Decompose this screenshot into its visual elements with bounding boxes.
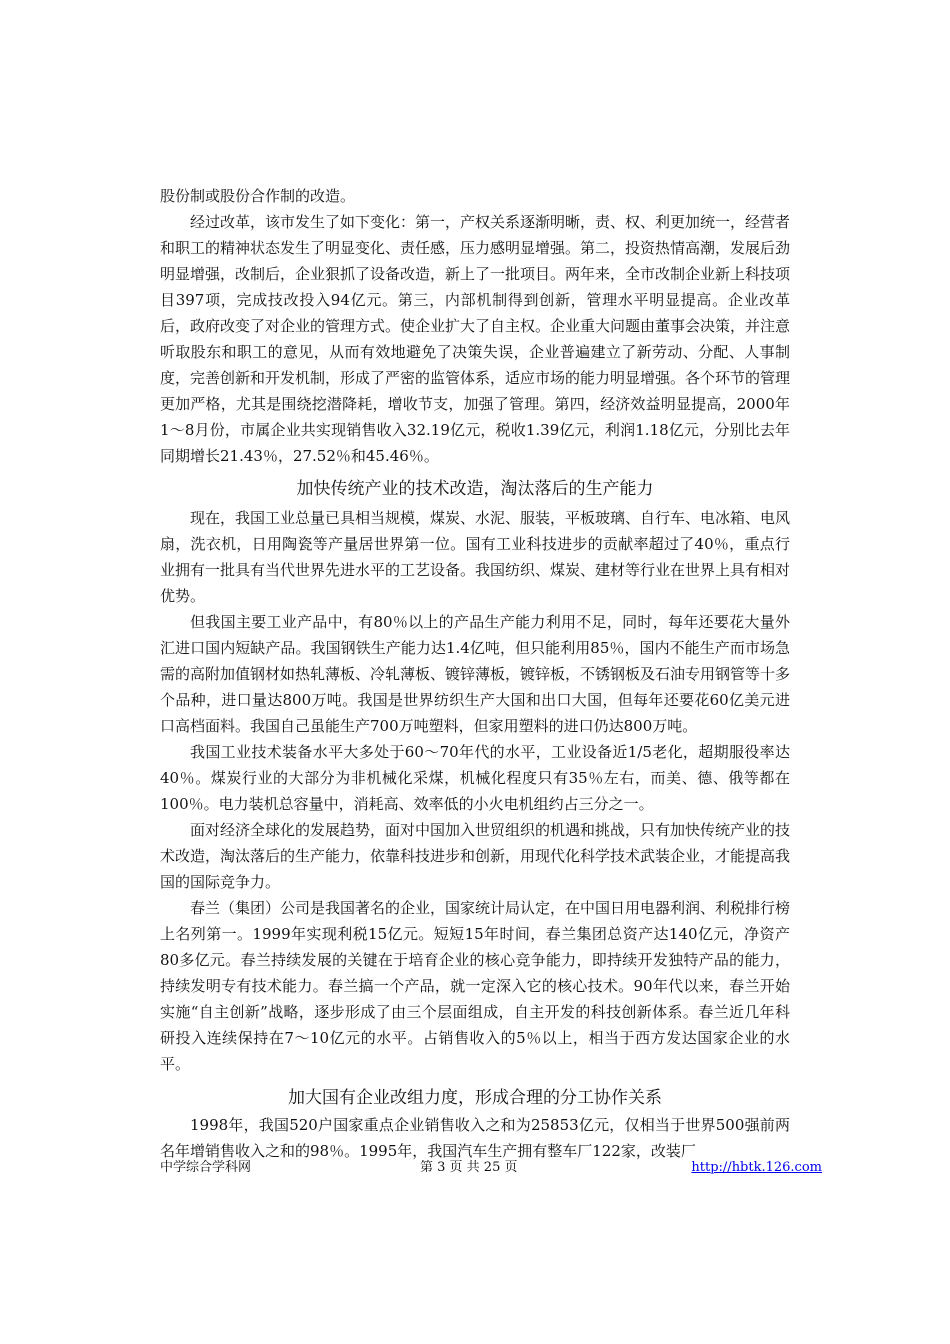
footer-link[interactable]: http://hbtk.126.com — [691, 1160, 822, 1175]
document-body — [160, 183, 790, 1164]
paragraph: 1998年，我国520户国家重点企业销售收入之和为25853亿元，仅相当于世界500强前两名年增销售收入之和的98％。1995年，我国汽车生产拥有整车厂122家，改装厂 — [160, 1116, 790, 1160]
paragraph: 面对经济全球化的发展趋势，面对中国加入世贸组织的机遇和挑战，只有加快传统产业的技术改造，淘汰落后的生产能力，依靠科技进步和创新，用现代化科学技术武装企业，才能提高我国的国际竞争力。 — [160, 821, 791, 891]
section-heading-soe-restructuring: 加大国有企业改组力度，形成合理的分工协作关系 — [288, 1088, 662, 1108]
paragraph: 我国工业技术装备水平大多处于60～70年代的水平，工业设备近1/5老化，超期服役率达40％。煤炭行业的大部分为非机械化采煤，机械化程度只有35％左右，而美、德、俄等都在100％。电力装机总容量中，消耗高、效率低的小火电机组约占三分之一。 — [160, 743, 790, 813]
paragraph-continuation: 股份制或股份合作制的改造。 — [160, 187, 356, 205]
page-footer — [160, 1158, 822, 1178]
paragraph-reform-changes: 经过改革，该市发生了如下变化：第一，产权关系逐渐明晰，责、权、利更加统一，经营者和职工的精神状态发生了明显变化、责任感，压力感明显增强。第二，投资热情高潮，发展后劲明显增强，改制后，企业狠抓了设备改造，新上了一批项目。两年来，全市改制企业新上科技项目397项，完成技改投入94亿元。第三，内部机制得到创新，管理水平明显提高。企业改革后，政府改变了对企业的管理方式。使企业扩大了自主权。企业重大问题由董事会决策，并注意听取股东和职工的意见，从而有效地避免了决策失误，企业普遍建立了新劳动、分配、人事制度，完善创新和开发机制，形成了严密的监管体系，适应市场的能力明显增强。各个环节的管理更加严格，尤其是围绕挖潜降耗，增收节支，加强了管理。第四，经济效益明显提高，2000年1～8月份，市属企业共实现销售收入32.19亿元，税收1.39亿元，利润1.18亿元，分别比去年同期增长21.43％，27.52％和45.46％。 — [160, 213, 791, 465]
paragraph: 但我国主要工业产品中，有80％以上的产品生产能力利用不足，同时，每年还要花大量外汇进口国内短缺产品。我国钢铁生产能力达1.4亿吨，但只能利用85％，国内不能生产而市场急需的高附加值钢材如热轧薄板、冷轧薄板、镀锌薄板，镀锌板，不锈钢板及石油专用钢管等十多个品种，进口量达800万吨。我国是世界纺织生产大国和出口大国，但每年还要花60亿美元进口高档面料。我国自己虽能生产700万吨塑料，但家用塑料的进口仍达800万吨。 — [160, 613, 791, 735]
footer-site-name: 中学综合学科网 — [160, 1160, 252, 1175]
section-heading-tech-upgrade: 加快传统产业的技术改造，淘汰落后的生产能力 — [296, 479, 654, 499]
footer-page-number: 第 3 页 共 25 页 — [420, 1160, 518, 1175]
paragraph: 现在，我国工业总量已具相当规模，煤炭、水泥、服装，平板玻璃、自行车、电冰箱、电风扇，洗衣机，日用陶瓷等产量居世界第一位。国有工业科技进步的贡献率超过了40％，重点行业拥有一批具有当代世界先进水平的工艺设备。我国纺织、煤炭、建材等行业在世界上具有相对优势。 — [160, 509, 791, 605]
paragraph: 春兰（集团）公司是我国著名的企业，国家统计局认定，在中国日用电器利润、利税排行榜上名列第一。1999年实现利税15亿元。短短15年时间，春兰集团总资产达140亿元，净资产80多亿元。春兰持续发展的关键在于培育企业的核心竞争能力，即持续开发独特产品的能力，持续发明专有技术能力。春兰搞一个产品，就一定深入它的核心技术。90年代以来，春兰开始实施“自主创新”战略，逐步形成了由三个层面组成，自主开发的科技创新体系。春兰近几年科研投入连续保持在7～10亿元的水平。占销售收入的5％以上，相当于西方发达国家企业的水平。 — [160, 899, 791, 1073]
